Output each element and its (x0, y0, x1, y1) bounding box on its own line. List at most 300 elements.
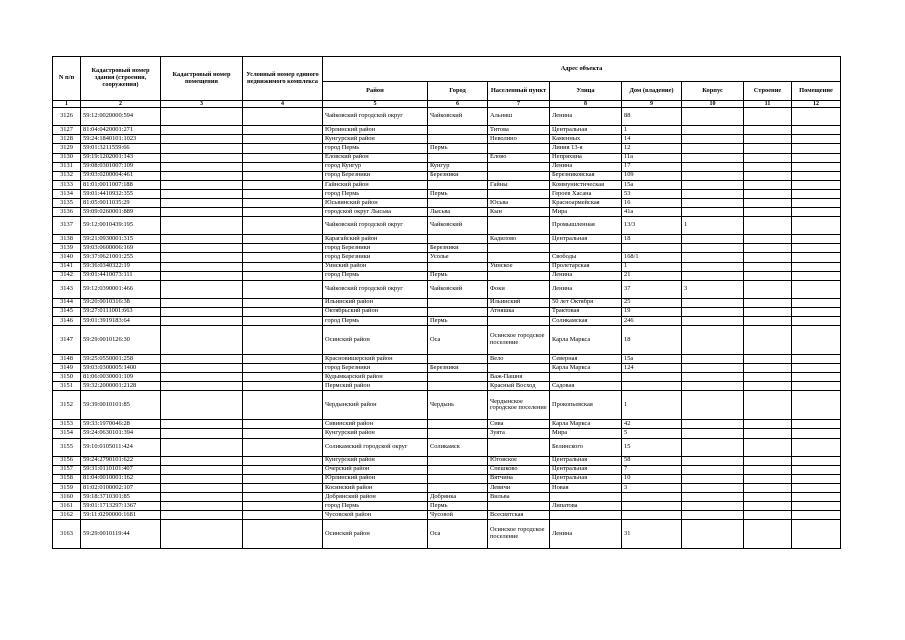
cell-pomeshenie (792, 144, 841, 153)
cell-city: Пермь (428, 316, 488, 325)
table-row (53, 235, 841, 244)
cell-settlement: Чердынское городское поселение (488, 391, 550, 420)
cell-house: 37 (622, 280, 682, 298)
cell-cadastral-number: 59:11:0290000:1681 (81, 511, 161, 520)
cell-cadastral-room (161, 307, 243, 316)
cell-city (428, 474, 488, 483)
table-row (53, 456, 841, 465)
cell-settlement: Вятчина (488, 474, 550, 483)
cell-city: Чайковский (428, 280, 488, 298)
cell-conditional-number (243, 153, 323, 162)
cell-conditional-number (243, 144, 323, 153)
cell-conditional-number (243, 271, 323, 280)
cell-row-number: 3157 (53, 465, 81, 474)
cell-settlement (488, 316, 550, 325)
col-index: 8 (550, 101, 622, 108)
cell-korpus (682, 262, 744, 271)
cell-street: Красноармейская (550, 199, 622, 208)
cell-cadastral-room (161, 144, 243, 153)
cell-city: Березники (428, 244, 488, 253)
cell-row-number: 3159 (53, 483, 81, 492)
table-row (53, 217, 841, 235)
header-pomeshenie: Помещение (792, 82, 841, 101)
cell-city (428, 354, 488, 363)
cell-city (428, 420, 488, 429)
table-row (53, 153, 841, 162)
cell-cadastral-number: 59:01:1713297:1367 (81, 502, 161, 511)
cell-cadastral-room (161, 235, 243, 244)
cell-stroenie (744, 364, 792, 373)
cell-row-number: 3155 (53, 438, 81, 456)
column-index-row (53, 101, 841, 108)
cell-cadastral-number: 59:31:0110101:407 (81, 465, 161, 474)
cell-city (428, 307, 488, 316)
cell-street: Карла Маркса (550, 325, 622, 354)
cell-pomeshenie (792, 189, 841, 198)
cell-korpus: 1 (682, 217, 744, 235)
table-row (53, 271, 841, 280)
cell-stroenie (744, 465, 792, 474)
cell-cadastral-number: 81:04:0420001:271 (81, 126, 161, 135)
table-row (53, 373, 841, 382)
cell-city: Оса (428, 520, 488, 549)
cell-district: Чердынский район (323, 391, 428, 420)
cell-settlement: Осинское городское поселение (488, 520, 550, 549)
cell-korpus (682, 253, 744, 262)
cell-pomeshenie (792, 382, 841, 391)
table-row (53, 180, 841, 189)
cell-cadastral-room (161, 420, 243, 429)
cell-cadastral-number: 59:01:4410073:111 (81, 271, 161, 280)
cell-row-number: 3156 (53, 456, 81, 465)
cell-city (428, 373, 488, 382)
col-index: 1 (53, 101, 81, 108)
table-row (53, 253, 841, 262)
cell-house: 18 (622, 325, 682, 354)
table-row (53, 325, 841, 354)
cell-pomeshenie (792, 316, 841, 325)
header-street: Улица (550, 82, 622, 101)
cell-house: 19 (622, 307, 682, 316)
header-n: N п/п (53, 57, 81, 101)
cell-row-number: 3138 (53, 235, 81, 244)
cell-conditional-number (243, 391, 323, 420)
cell-house: 31 (622, 520, 682, 549)
cell-city: Березники (428, 171, 488, 180)
cell-house: 5 (622, 429, 682, 438)
cell-cadastral-room (161, 502, 243, 511)
cell-district: город Березники (323, 364, 428, 373)
cell-conditional-number (243, 253, 323, 262)
cell-row-number: 3142 (53, 271, 81, 280)
header-settlement: Населенный пункт (488, 82, 550, 101)
table-row (53, 511, 841, 520)
cell-stroenie (744, 438, 792, 456)
cell-stroenie (744, 126, 792, 135)
table-row (53, 420, 841, 429)
cell-settlement: Юговское (488, 456, 550, 465)
cell-row-number: 3163 (53, 520, 81, 549)
cell-city (428, 135, 488, 144)
cell-street: Новая (550, 483, 622, 492)
cell-district: Юрлинский район (323, 126, 428, 135)
cell-korpus (682, 162, 744, 171)
cell-korpus (682, 244, 744, 253)
cell-conditional-number (243, 502, 323, 511)
cell-cadastral-number: 59:36:0340322:19 (81, 262, 161, 271)
cell-cadastral-room (161, 217, 243, 235)
cell-house: 15а (622, 180, 682, 189)
cell-korpus (682, 135, 744, 144)
table-row (53, 244, 841, 253)
cell-stroenie (744, 144, 792, 153)
cell-cadastral-room (161, 199, 243, 208)
cell-settlement (488, 271, 550, 280)
cell-settlement (488, 502, 550, 511)
cell-row-number: 3131 (53, 162, 81, 171)
cell-street: Липатова (550, 502, 622, 511)
cell-stroenie (744, 253, 792, 262)
cell-street: Карла Маркса (550, 420, 622, 429)
cell-cadastral-number: 59:10:0105011:424 (81, 438, 161, 456)
cell-stroenie (744, 280, 792, 298)
cell-city (428, 180, 488, 189)
cell-row-number: 3145 (53, 307, 81, 316)
cell-pomeshenie (792, 217, 841, 235)
cell-cadastral-room (161, 429, 243, 438)
cell-cadastral-number: 59:25:0550001:258 (81, 354, 161, 363)
col-index: 7 (488, 101, 550, 108)
cell-row-number: 3153 (53, 420, 81, 429)
cell-cadastral-room (161, 474, 243, 483)
cell-pomeshenie (792, 465, 841, 474)
cell-house: 88 (622, 108, 682, 126)
cell-settlement (488, 189, 550, 198)
cell-settlement (488, 162, 550, 171)
cell-pomeshenie (792, 456, 841, 465)
cell-stroenie (744, 298, 792, 307)
cell-cadastral-number: 59:27:0111001:663 (81, 307, 161, 316)
header-district: Район (323, 82, 428, 101)
cell-conditional-number (243, 208, 323, 217)
cell-cadastral-number: 81:05:0011035:29 (81, 199, 161, 208)
cell-settlement: Левичи (488, 483, 550, 492)
cell-korpus (682, 502, 744, 511)
cell-street: Мира (550, 208, 622, 217)
col-index: 10 (682, 101, 744, 108)
cell-settlement (488, 364, 550, 373)
cell-house (622, 382, 682, 391)
cell-cadastral-number: 59:24:2790101:622 (81, 456, 161, 465)
cell-korpus (682, 382, 744, 391)
cell-city: Пермь (428, 189, 488, 198)
cell-row-number: 3135 (53, 199, 81, 208)
cell-cadastral-number: 59:03:0600006:169 (81, 244, 161, 253)
cell-pomeshenie (792, 244, 841, 253)
table-row (53, 364, 841, 373)
cell-conditional-number (243, 474, 323, 483)
cell-row-number: 3146 (53, 316, 81, 325)
cell-row-number: 3147 (53, 325, 81, 354)
cell-pomeshenie (792, 199, 841, 208)
header-stroenie: Строение (744, 82, 792, 101)
cell-house (622, 373, 682, 382)
cell-korpus (682, 456, 744, 465)
cell-house (622, 492, 682, 501)
cell-stroenie (744, 135, 792, 144)
cell-settlement: Юсьва (488, 199, 550, 208)
cell-cadastral-number: 59:19:1202001:143 (81, 153, 161, 162)
cell-stroenie (744, 474, 792, 483)
table-row (53, 492, 841, 501)
cell-stroenie (744, 325, 792, 354)
cell-pomeshenie (792, 483, 841, 492)
cell-row-number: 3160 (53, 492, 81, 501)
cell-house: 13/3 (622, 217, 682, 235)
cell-district: Чайковский городской округ (323, 217, 428, 235)
table-row (53, 429, 841, 438)
cell-stroenie (744, 208, 792, 217)
cell-house: 16 (622, 199, 682, 208)
cell-settlement: Гайны (488, 180, 550, 189)
cell-korpus (682, 520, 744, 549)
cell-conditional-number (243, 354, 323, 363)
cell-pomeshenie (792, 492, 841, 501)
cell-city: Чердынь (428, 391, 488, 420)
cell-street: 50 лет Октября (550, 298, 622, 307)
cell-street: Центральная (550, 126, 622, 135)
cell-pomeshenie (792, 520, 841, 549)
cell-cadastral-number: 59:01:4410932:355 (81, 189, 161, 198)
cell-korpus (682, 483, 744, 492)
cell-korpus (682, 271, 744, 280)
cell-settlement (488, 438, 550, 456)
cell-city (428, 235, 488, 244)
cell-stroenie (744, 502, 792, 511)
cell-korpus (682, 208, 744, 217)
col-index: 4 (243, 101, 323, 108)
cell-settlement: Альняш (488, 108, 550, 126)
cell-conditional-number (243, 189, 323, 198)
cell-district: Октябрьский район (323, 307, 428, 316)
table-row (53, 144, 841, 153)
cell-stroenie (744, 391, 792, 420)
cell-district: Осинский район (323, 520, 428, 549)
cell-conditional-number (243, 316, 323, 325)
cell-settlement: Кын (488, 208, 550, 217)
cell-settlement: Титова (488, 126, 550, 135)
cell-settlement: Фоки (488, 280, 550, 298)
cell-korpus: 3 (682, 280, 744, 298)
cell-house: 109 (622, 171, 682, 180)
cell-district: город Кунгур (323, 162, 428, 171)
cell-city (428, 465, 488, 474)
cell-conditional-number (243, 520, 323, 549)
cell-settlement: Атняшка (488, 307, 550, 316)
cell-city: Чайковский (428, 108, 488, 126)
cell-stroenie (744, 217, 792, 235)
cell-pomeshenie (792, 391, 841, 420)
cell-house: 11а (622, 153, 682, 162)
cell-pomeshenie (792, 208, 841, 217)
cell-street: Промышленная (550, 217, 622, 235)
cell-city (428, 262, 488, 271)
cell-street: Линия 13-я (550, 144, 622, 153)
cell-street: Мира (550, 429, 622, 438)
cell-city (428, 126, 488, 135)
cell-row-number: 3150 (53, 373, 81, 382)
cell-street (550, 373, 622, 382)
cell-house: 10 (622, 474, 682, 483)
cell-cadastral-room (161, 262, 243, 271)
cell-district: Чусовской район (323, 511, 428, 520)
cell-cadastral-room (161, 391, 243, 420)
cell-row-number: 3161 (53, 502, 81, 511)
cell-cadastral-number: 59:32:2000001:2128 (81, 382, 161, 391)
cell-stroenie (744, 429, 792, 438)
cell-house (622, 244, 682, 253)
cell-settlement (488, 244, 550, 253)
cell-korpus (682, 235, 744, 244)
cell-district: город Березники (323, 171, 428, 180)
cell-city: Березники (428, 364, 488, 373)
table-row (53, 262, 841, 271)
cell-row-number: 3144 (53, 298, 81, 307)
cell-conditional-number (243, 108, 323, 126)
cell-city: Добрянка (428, 492, 488, 501)
cell-row-number: 3154 (53, 429, 81, 438)
cell-street: Садовая (550, 382, 622, 391)
cell-cadastral-number: 59:03:0300005:1400 (81, 364, 161, 373)
cell-house: 42 (622, 420, 682, 429)
cell-conditional-number (243, 298, 323, 307)
cell-korpus (682, 391, 744, 420)
cell-street: Карла Маркса (550, 364, 622, 373)
cell-house: 15а (622, 354, 682, 363)
cell-cadastral-number: 59:24:0630101:394 (81, 429, 161, 438)
cell-street: Центральная (550, 474, 622, 483)
cell-conditional-number (243, 162, 323, 171)
cell-district: город Пермь (323, 189, 428, 198)
cell-settlement: Ильинский (488, 298, 550, 307)
table-row (53, 162, 841, 171)
cell-cadastral-room (161, 364, 243, 373)
cell-row-number: 3134 (53, 189, 81, 198)
cell-korpus (682, 298, 744, 307)
cell-stroenie (744, 354, 792, 363)
cell-settlement: Вильва (488, 492, 550, 501)
cell-pomeshenie (792, 126, 841, 135)
cell-district: Ильинский район (323, 298, 428, 307)
cell-street: Пролетарская (550, 262, 622, 271)
cell-settlement: Красный Восход (488, 382, 550, 391)
col-index: 3 (161, 101, 243, 108)
cell-conditional-number (243, 307, 323, 316)
cell-cadastral-number: 59:20:0010316:38 (81, 298, 161, 307)
cell-district: город Пермь (323, 502, 428, 511)
cell-pomeshenie (792, 153, 841, 162)
cell-cadastral-room (161, 208, 243, 217)
cell-cadastral-number: 59:37:0621001:255 (81, 253, 161, 262)
cell-street: Центральная (550, 235, 622, 244)
cell-row-number: 3126 (53, 108, 81, 126)
cell-conditional-number (243, 465, 323, 474)
cell-pomeshenie (792, 135, 841, 144)
cell-row-number: 3133 (53, 180, 81, 189)
cell-pomeshenie (792, 438, 841, 456)
table-row (53, 108, 841, 126)
cell-cadastral-number: 59:29:0010119:44 (81, 520, 161, 549)
cell-row-number: 3136 (53, 208, 81, 217)
cell-district: Юсьвинский район (323, 199, 428, 208)
cell-district: Кунгурский район (323, 429, 428, 438)
cell-street: Ленина (550, 162, 622, 171)
cell-stroenie (744, 199, 792, 208)
cell-city: Оса (428, 325, 488, 354)
cell-conditional-number (243, 438, 323, 456)
cell-house: 124 (622, 364, 682, 373)
cell-pomeshenie (792, 502, 841, 511)
cell-house: 168/1 (622, 253, 682, 262)
cell-district: городской округ Лысьва (323, 208, 428, 217)
cell-cadastral-number: 81:04:0010001:162 (81, 474, 161, 483)
cell-district: Кунгурский район (323, 135, 428, 144)
table-body (53, 108, 841, 549)
cell-conditional-number (243, 217, 323, 235)
cell-row-number: 3137 (53, 217, 81, 235)
cell-pomeshenie (792, 171, 841, 180)
cell-korpus (682, 420, 744, 429)
cell-cadastral-room (161, 108, 243, 126)
cell-row-number: 3141 (53, 262, 81, 271)
cell-stroenie (744, 307, 792, 316)
table-row (53, 391, 841, 420)
cell-cadastral-number: 59:12:0020000:594 (81, 108, 161, 126)
cell-cadastral-number: 81:02:0100002:107 (81, 483, 161, 492)
cell-settlement: Спешково (488, 465, 550, 474)
cell-stroenie (744, 382, 792, 391)
cell-settlement (488, 253, 550, 262)
cell-district: Кунгурский район (323, 456, 428, 465)
cell-street: Ленина (550, 108, 622, 126)
cell-city (428, 456, 488, 465)
cell-district: город Пермь (323, 271, 428, 280)
cell-cadastral-room (161, 492, 243, 501)
table-row (53, 483, 841, 492)
table-row (53, 382, 841, 391)
cell-settlement (488, 171, 550, 180)
cell-district: Сивинский район (323, 420, 428, 429)
cell-stroenie (744, 511, 792, 520)
cell-settlement: Зуята (488, 429, 550, 438)
cell-district: город Пермь (323, 144, 428, 153)
cell-district: Соликамский городской округ (323, 438, 428, 456)
cell-street: Березниковская (550, 171, 622, 180)
cell-street: Центральная (550, 456, 622, 465)
cell-cadastral-number: 59:39:0010101:85 (81, 391, 161, 420)
cell-cadastral-number: 59:12:0010439:195 (81, 217, 161, 235)
cell-row-number: 3129 (53, 144, 81, 153)
cell-house: 41а (622, 208, 682, 217)
header-cad-building: Кадастровый номер здания (строения, сооружения) (81, 57, 161, 101)
table-row (53, 208, 841, 217)
cell-city: Усолье (428, 253, 488, 262)
cell-cadastral-number: 59:01:3211559:66 (81, 144, 161, 153)
cell-stroenie (744, 244, 792, 253)
cell-pomeshenie (792, 474, 841, 483)
header-city: Город (428, 82, 488, 101)
cell-conditional-number (243, 364, 323, 373)
